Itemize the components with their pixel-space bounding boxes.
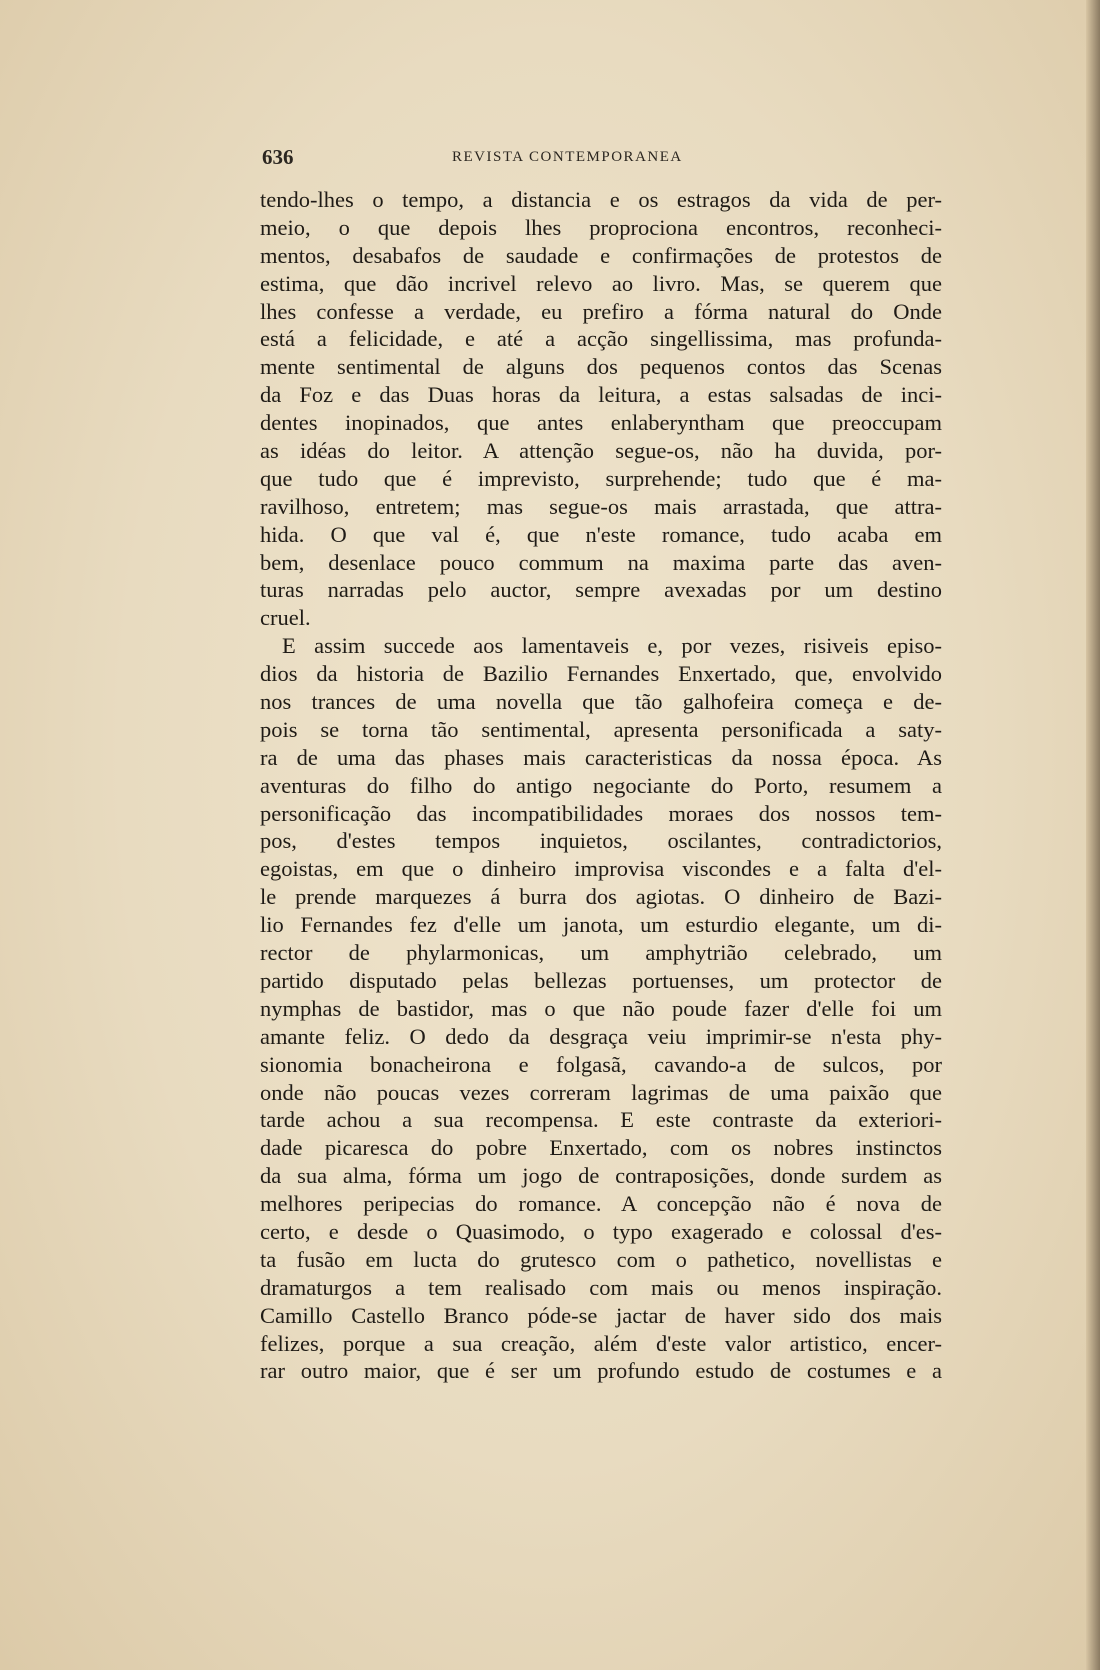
text-line: le prende marquezes á burra dos agiotas. O dinheiro de Bazi- [260,884,942,910]
text-line: nos trances de uma novella que tão galhofeira começa e de- [260,689,942,715]
text-line: as idéas do leitor. A attenção segue-os, não ha duvida, por- [260,438,942,464]
page-edge [1086,0,1100,1670]
text-line: mentos, desabafos de saudade e confirmações de protestos de [260,242,942,268]
text-line: pois se torna tão sentimental, apresenta personificada a saty- [260,716,942,742]
text-line: tarde achou a sua recompensa. E este contraste da exteriori- [260,1107,942,1133]
text-line: certo, e desde o Quasimodo, o typo exagerado e colossal d'es- [260,1218,942,1244]
text-line: aventuras do filho do antigo negociante do Porto, resumem a [260,772,942,798]
body-text [260,186,942,1385]
text-line: felizes, porque a sua creação, além d'este valor artistico, encer- [260,1330,942,1356]
text-line: Camillo Castello Branco póde-se jactar de haver sido dos mais [260,1302,942,1328]
text-line: melhores peripecias do romance. A concepção não é nova de [260,1191,942,1217]
text-line: ravilhoso, entretem; mas segue-os mais arrastada, que attra- [260,493,942,519]
text-line: E assim succede aos lamentaveis e, por vezes, risiveis episo- [282,633,942,659]
text-line: hida. O que val é, que n'este romance, tudo acaba em [260,521,942,547]
text-line: rar outro maior, que é ser um profundo estudo de costumes e a [260,1358,942,1384]
text-line: dentes inopinados, que antes enlaberyntham que preoccupam [260,410,942,436]
text-line: turas narradas pelo auctor, sempre avexadas por um destino [260,577,942,603]
text-line: mente sentimental de alguns dos pequenos contos das Scenas [260,354,942,380]
text-line: dramaturgos a tem realisado com mais ou menos inspiração. [260,1274,942,1300]
running-title: REVISTA CONTEMPORANEA [452,149,683,165]
text-line: onde não poucas vezes correram lagrimas de uma paixão que [260,1079,942,1105]
text-line: meio, o que depois lhes proprociona encontros, reconheci- [260,214,942,240]
text-line: está a felicidade, e até a acção singellissima, mas profunda- [260,326,942,352]
text-line: personificação das incompatibilidades moraes dos nossos tem- [260,800,942,826]
text-line: dios da historia de Bazilio Fernandes Enxertado, que, envolvido [260,661,942,687]
text-line: sionomia bonacheirona e folgasã, cavando-a de sulcos, por [260,1051,942,1077]
page-header [262,145,722,169]
text-line: lhes confesse a verdade, eu prefiro a fórma natural do Onde [260,298,942,324]
text-line: da Foz e das Duas horas da leitura, a estas salsadas de inci- [260,382,942,408]
text-line: dade picaresca do pobre Enxertado, com os nobres instinctos [260,1135,942,1161]
text-line: ta fusão em lucta do grutesco com o pathetico, novellistas e [260,1246,942,1272]
text-line: da sua alma, fórma um jogo de contraposições, donde surdem as [260,1163,942,1189]
page-number: 636 [262,145,294,169]
text-line: cruel. [260,605,311,631]
text-line: que tudo que é imprevisto, surprehende; tudo que é ma- [260,465,942,491]
text-line: lio Fernandes fez d'elle um janota, um esturdio elegante, um di- [260,912,942,938]
text-line: bem, desenlace pouco commum na maxima parte das aven- [260,549,942,575]
text-line: nymphas de bastidor, mas o que não poude fazer d'elle foi um [260,995,942,1021]
text-line: amante feliz. O dedo da desgraça veiu imprimir-se n'esta phy- [260,1023,942,1049]
text-line: egoistas, em que o dinheiro improvisa viscondes e a falta d'el- [260,856,942,882]
text-line: pos, d'estes tempos inquietos, oscilantes, contradictorios, [260,828,942,854]
text-line: rector de phylarmonicas, um amphytrião celebrado, um [260,940,942,966]
text-line: partido disputado pelas bellezas portuenses, um protector de [260,967,942,993]
text-line: ra de uma das phases mais caracteristicas da nossa época. As [260,744,942,770]
text-line: estima, que dão incrivel relevo ao livro. Mas, se querem que [260,270,942,296]
text-line: tendo-lhes o tempo, a distancia e os estragos da vida de per- [260,187,942,212]
